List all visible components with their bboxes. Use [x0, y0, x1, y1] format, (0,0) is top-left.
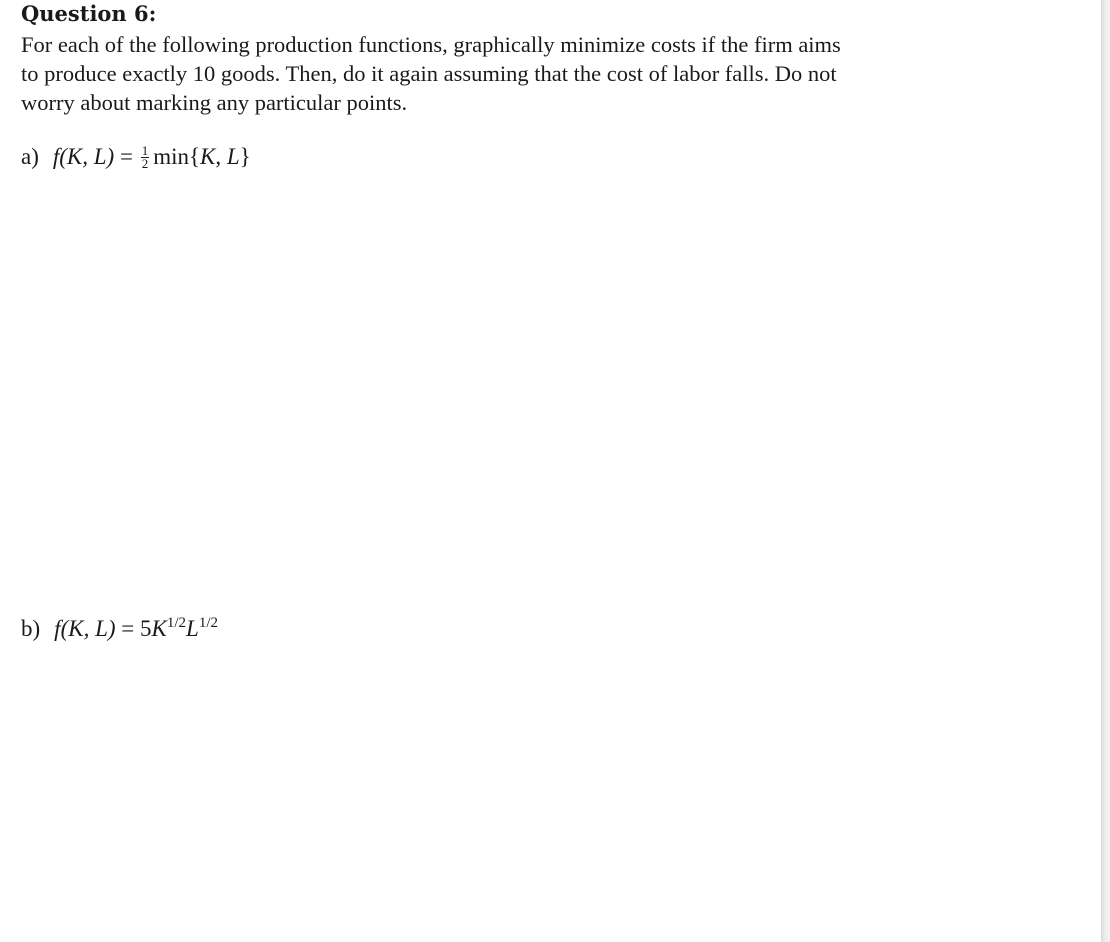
question-prompt	[21, 30, 971, 117]
question-title: Question 6:	[21, 1, 157, 26]
coefficient: 5	[140, 616, 152, 641]
equals-sign: =	[115, 616, 140, 641]
labor-variable: L	[186, 616, 199, 641]
function-symbol: f	[52, 144, 60, 169]
labor-variable: L	[226, 144, 240, 169]
function-symbol: f	[54, 616, 61, 641]
prompt-line-1: For each of the following production functions, graphically minimize costs if the firm aims	[21, 32, 841, 57]
capital-exponent: 1/2	[166, 615, 187, 631]
part-b-equation	[21, 614, 218, 644]
part-a-equation	[21, 142, 251, 172]
capital-variable: K	[200, 144, 216, 169]
page-edge-shadow	[1101, 0, 1110, 942]
prompt-line-2: to produce exactly 10 goods. Then, do it again assuming that the cost of labor falls. Do not	[21, 61, 837, 86]
argument-separator: ,	[215, 144, 227, 169]
function-args: (K, L)	[59, 144, 115, 169]
part-a-label: a)	[21, 144, 39, 169]
capital-variable: K	[151, 616, 167, 641]
prompt-line-3: worry about marking any particular points.	[21, 90, 408, 115]
equals-sign: =	[114, 144, 139, 169]
function-args: (K, L)	[60, 616, 116, 641]
min-function: min{	[153, 144, 201, 169]
closing-brace: }	[239, 144, 251, 169]
labor-exponent: 1/2	[198, 615, 218, 631]
part-b-label: b)	[21, 616, 41, 641]
fraction-denominator: 2	[141, 156, 149, 171]
half-fraction	[141, 145, 150, 170]
fraction-numerator: 1	[141, 143, 149, 158]
